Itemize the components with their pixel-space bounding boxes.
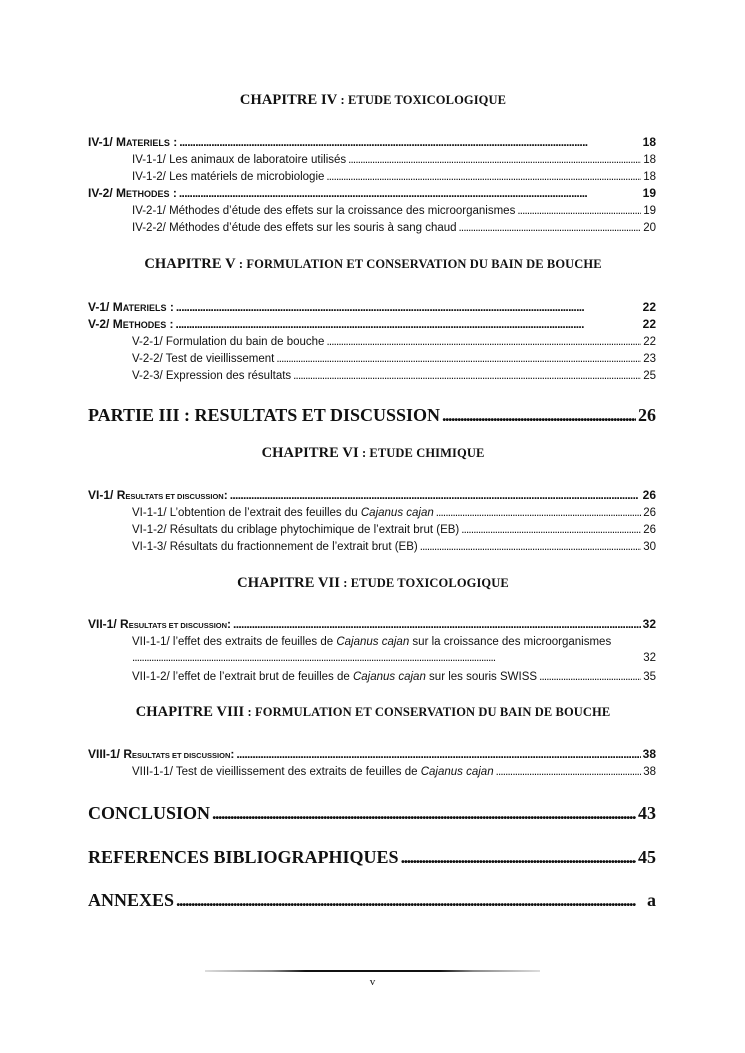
dot-leader (233, 617, 641, 631)
chapter-4-heading: CHAPITRE IV : ETUDE TOXICOLOGIQUE (239, 92, 507, 108)
chapter-7-heading: CHAPITRE VII : ETUDE TOXICOLOGIQUE (237, 575, 509, 591)
toc-entry-viii-1-1[interactable]: VIII-1-1/ Test de vieillissement des extraits de feuilles de Cajanus cajan . . . 38 (132, 760, 656, 778)
species-name: Cajanus cajan (420, 766, 494, 778)
dot-leader (212, 803, 636, 824)
footer-rule (205, 970, 540, 972)
toc-entry-iv-1-1[interactable]: IV-1-1/ Les animaux de laboratoire utilisés . . . 18 (132, 148, 656, 166)
toc-entry-vii-1-1-continuation[interactable] (132, 648, 656, 664)
chapter-6-heading: CHAPITRE VI : ETUDE CHIMIQUE (261, 445, 485, 461)
species-name: Cajanus cajan (360, 507, 434, 519)
species-name: Cajanus cajan (336, 636, 410, 648)
toc-entry-vi-1-3[interactable]: VI-1-3/ Résultats du fractionnement de l’extrait brut (EB) . . . 30 (132, 535, 656, 553)
toc-entry-v-2-3[interactable]: V-2-3/ Expression des résultats . . . 25 (132, 364, 656, 382)
page-number: 45 (638, 847, 656, 867)
dot-leader (230, 488, 641, 502)
dot-leader (496, 766, 642, 778)
dot-leader (176, 890, 645, 911)
page-number: 20 (643, 222, 656, 234)
page-number: 19 (642, 186, 656, 200)
page-number: 38 (642, 747, 656, 761)
species-name: Cajanus cajan (352, 671, 426, 683)
page-number: 22 (642, 317, 656, 331)
page-number: 26 (642, 488, 656, 502)
page-number: 32 (642, 617, 656, 631)
toc-entry-vi-1-1[interactable]: VI-1-1/ L’obtention de l’extrait des feuilles du Cajanus cajan . . . 26 (132, 501, 656, 519)
dot-leader (236, 747, 640, 761)
toc-entry-conclusion[interactable]: CONCLUSION . . . 43 (88, 798, 656, 824)
page-number: 18 (643, 171, 656, 183)
page-number: 25 (643, 370, 656, 382)
dot-leader (442, 405, 636, 426)
dot-leader (132, 652, 641, 664)
chapter-5-heading: CHAPITRE V : FORMULATION ET CONSERVATION DU BAIN DE BOUCHE (144, 256, 602, 272)
toc-entry-references[interactable]: REFERENCES BIBLIOGRAPHIQUES . . . 45 (88, 842, 656, 868)
toc-entry-vii-1-1[interactable]: VII-1-1/ l’effet des extraits de feuilles de Cajanus cajan sur la croissance des microorganismes (132, 636, 612, 648)
toc-entry-vi-1[interactable]: VI-1/ RESULTATS ET DISCUSSION: . . . 26 (88, 484, 656, 502)
toc-entry-part-3[interactable]: PARTIE III : RESULTATS ET DISCUSSION . . . 26 (88, 400, 656, 426)
toc-entry-annexes[interactable]: ANNEXES . . . a (88, 885, 656, 911)
toc-entry-vii-1[interactable]: VII-1/ RESULTATS ET DISCUSSION: . . . 32 (88, 613, 656, 631)
dot-leader (420, 541, 641, 553)
dot-leader (539, 671, 641, 683)
dot-leader (176, 300, 641, 314)
page-number: 32 (643, 652, 656, 664)
dot-leader (179, 186, 641, 200)
page-number: 19 (643, 205, 656, 217)
toc-entry-v-2[interactable]: V-2/ METHODES : . . . 22 (88, 313, 656, 331)
toc-entry-iv-1-2[interactable]: IV-1-2/ Les matériels de microbiologie . . . 18 (132, 165, 656, 183)
toc-entry-viii-1[interactable]: VIII-1/ RESULTATS ET DISCUSSION: . . . 38 (88, 743, 656, 761)
page-number: a (647, 890, 656, 910)
page-number: 18 (643, 154, 656, 166)
dot-leader (176, 317, 641, 331)
footer-page-number: v (369, 976, 376, 988)
toc-entry-iv-2-2[interactable]: IV-2-2/ Méthodes d’étude des effets sur les souris à sang chaud . . . 20 (132, 216, 656, 234)
page-number: 38 (643, 766, 656, 778)
toc-entry-v-2-1[interactable]: V-2-1/ Formulation du bain de bouche . . . 22 (132, 330, 656, 348)
page-number: 30 (643, 541, 656, 553)
page-number: 43 (638, 803, 656, 823)
page-number: 26 (638, 405, 656, 425)
toc-entry-v-2-2[interactable]: V-2-2/ Test de vieillissement . . . 23 (132, 347, 656, 365)
page-number: 26 (643, 524, 656, 536)
dot-leader (179, 135, 640, 149)
page-number: 26 (643, 507, 656, 519)
dot-leader (401, 847, 636, 868)
page-number: 22 (643, 336, 656, 348)
toc-entry-vi-1-2[interactable]: VI-1-2/ Résultats du criblage phytochimique de l’extrait brut (EB) . . . 26 (132, 518, 656, 536)
toc-entry-iv-2-1[interactable]: IV-2-1/ Méthodes d’étude des effets sur la croissance des microorganismes . . . 19 (132, 199, 656, 217)
toc-entry-iv-2[interactable]: IV-2/ METHODES : . . . 19 (88, 182, 656, 200)
page-number: 23 (643, 353, 656, 365)
dot-leader (293, 370, 641, 382)
toc-entry-v-1[interactable]: V-1/ MATERIELS : . . . 22 (88, 296, 656, 314)
chapter-8-heading: CHAPITRE VIII : FORMULATION ET CONSERVATION DU BAIN DE BOUCHE (135, 704, 611, 720)
page-number: 35 (643, 671, 656, 683)
toc-entry-iv-1[interactable]: IV-1/ MATERIELS : . . . 18 (88, 131, 656, 149)
page-number: 18 (642, 135, 656, 149)
dot-leader (459, 222, 642, 234)
toc-entry-vii-1-2[interactable]: VII-1-2/ l’effet de l’extrait brut de feuilles de Cajanus cajan sur les souris SWISS . . . 35 (132, 665, 656, 683)
page-number: 22 (642, 300, 656, 314)
